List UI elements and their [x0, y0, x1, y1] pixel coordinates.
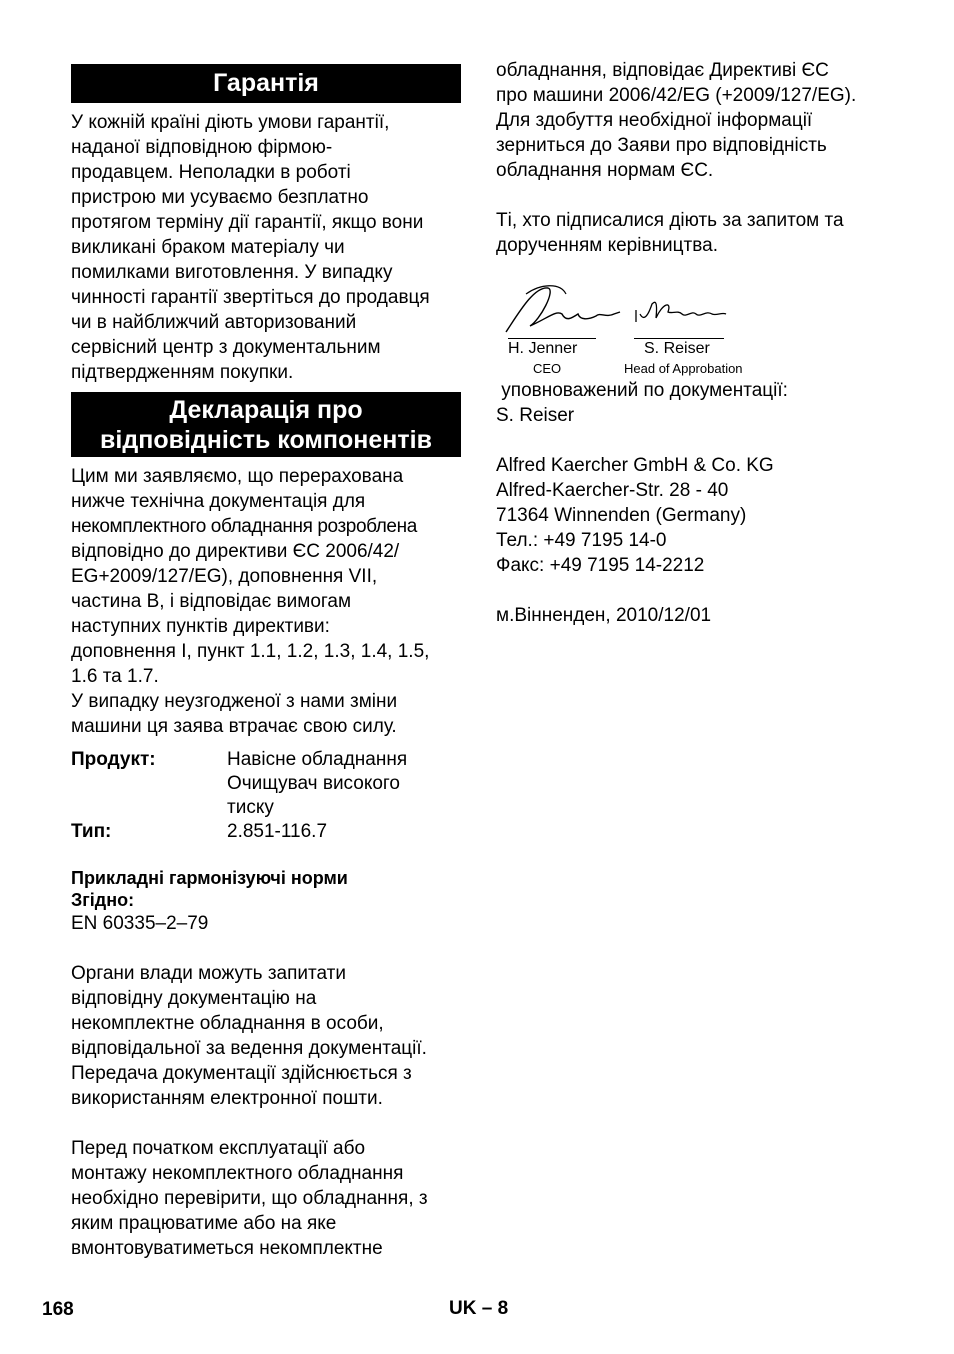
warranty-line: помилками виготовлення. У випадку: [71, 262, 393, 283]
norms-heading: Прикладні гармонізуючі норми: [71, 868, 348, 888]
signed-line: дорученням керівництва.: [496, 235, 718, 256]
signature-line: [634, 338, 724, 339]
handwritten-signature-icon: [496, 274, 756, 344]
declaration-intro: [71, 464, 461, 739]
before-operation-text: [71, 1136, 461, 1261]
address-line: Alfred Kaercher GmbH & Co. KG: [496, 455, 774, 476]
place-date: [496, 603, 896, 628]
norms-block: [71, 867, 461, 936]
authorities-text: [71, 961, 461, 1111]
type-label: Тип:: [71, 821, 112, 842]
declaration-line: некомплектного обладнання розроблена: [71, 516, 417, 537]
declaration-line: відповідно до директиви ЄС 2006/42/: [71, 541, 400, 562]
address-line: Alfred-Kaercher-Str. 28 - 40: [496, 480, 729, 501]
continuation-line: обладнання, відповідає Директиві ЄС: [496, 60, 829, 81]
authorities-line: некомплектне обладнання в особи,: [71, 1013, 384, 1034]
signed-line: Ті, хто підписалися діють за запитом та: [496, 210, 844, 231]
authorities-line: Передача документації здійснюється з: [71, 1063, 412, 1084]
spec-row-product: [71, 748, 461, 820]
before-line: необхідно перевірити, що обладнання, з: [71, 1188, 428, 1209]
declaration-heading: [71, 392, 461, 457]
continuation-line: обладнання нормам ЄС.: [496, 160, 714, 181]
declaration-heading-line: відповідність компонентів: [100, 426, 432, 454]
warranty-text: [71, 110, 461, 385]
spec-row-type: [71, 820, 461, 844]
authorities-line: відповідальної за ведення документації.: [71, 1038, 427, 1059]
product-value: [227, 748, 461, 820]
address-line: Тел.: +49 7195 14-0: [496, 530, 667, 551]
before-line: Перед початком експлуатації або: [71, 1138, 366, 1159]
signature-line: [508, 338, 596, 339]
warranty-line: підтвердженням покупки.: [71, 362, 294, 383]
norms-heading: Згідно:: [71, 890, 135, 910]
before-line: вмонтовуватиметься некомплектне: [71, 1238, 383, 1259]
declaration-line: 1.6 та 1.7.: [71, 666, 159, 687]
language-code: UK – 8: [449, 1298, 509, 1319]
norms-value: EN 60335–2–79: [71, 913, 209, 934]
declaration-line: наступних пунктів директиви:: [71, 616, 330, 637]
authorities-line: відповідну документацію на: [71, 988, 317, 1009]
signer1-role: CEO: [533, 361, 562, 376]
authorized-line: уповноважений по документації:: [496, 380, 788, 401]
signer2-name: S. Reiser: [644, 340, 710, 357]
before-line: яким працюватиме або на яке: [71, 1213, 337, 1234]
warranty-line: пристрою ми усуваємо безплатно: [71, 187, 369, 208]
signed-text: [496, 208, 896, 258]
address-line: 71364 Winnenden (Germany): [496, 505, 747, 526]
declaration-line: частина B, і відповідає вимогам: [71, 591, 352, 612]
company-address: [496, 453, 896, 578]
warranty-line: продавцем. Неполадки в роботі: [71, 162, 351, 183]
place-date-line: м.Вінненден, 2010/12/01: [496, 605, 712, 626]
warranty-line: чи в найближчий авторизований: [71, 312, 357, 333]
product-label: Продукт:: [71, 749, 156, 770]
declaration-line: нижче технічна документація для: [71, 491, 366, 512]
address-line: Факс: +49 7195 14-2212: [496, 555, 705, 576]
warranty-line: чинності гарантії звертіться до продавця: [71, 287, 430, 308]
authorities-line: використанням електронної пошти.: [71, 1088, 383, 1109]
declaration-heading-line: Декларація про: [169, 396, 363, 424]
declaration-line: доповнення I, пункт 1.1, 1.2, 1.3, 1.4, 1.5,: [71, 641, 430, 662]
signer1-name: H. Jenner: [508, 340, 578, 357]
declaration-line: EG+2009/127/EG), доповнення VII,: [71, 566, 378, 587]
right-column: [496, 58, 896, 628]
warranty-line: У кожній країні діють умови гарантії,: [71, 112, 390, 133]
continuation-line: Для здобуття необхідної інформації: [496, 110, 813, 131]
product-value-line: Очищувач високого: [227, 773, 401, 794]
warranty-line: викликані браком матеріалу чи: [71, 237, 345, 258]
spec-table: [71, 748, 461, 844]
continuation-line: про машини 2006/42/EG (+2009/127/EG).: [496, 85, 857, 106]
authorities-line: Органи влади можуть запитати: [71, 963, 346, 984]
before-line: монтажу некомплектного обладнання: [71, 1163, 404, 1184]
signatures: [496, 280, 896, 390]
product-value-line: тиску: [227, 797, 274, 818]
signer2-role: Head of Approbation: [624, 361, 743, 376]
product-value-line: Навісне обладнання: [227, 749, 408, 770]
declaration-line: Цим ми заявляємо, що перерахована: [71, 466, 404, 487]
page-number: 168: [42, 1299, 74, 1320]
continuation-text: [496, 58, 896, 183]
declaration-line: машини ця заява втрачає свою силу.: [71, 716, 397, 737]
warranty-line: наданої відповідною фірмою-: [71, 137, 333, 158]
left-column: [71, 64, 461, 1261]
warranty-heading: Гарантія: [71, 64, 461, 103]
declaration-line: У випадку неузгодженої з нами зміни: [71, 691, 398, 712]
type-value: 2.851-116.7: [227, 821, 328, 842]
continuation-line: зерниться до Заяви про відповідність: [496, 135, 827, 156]
authorized-line: S. Reiser: [496, 405, 575, 426]
warranty-line: сервісний центр з документальним: [71, 337, 381, 358]
warranty-line: протягом терміну дії гарантії, якщо вони: [71, 212, 424, 233]
